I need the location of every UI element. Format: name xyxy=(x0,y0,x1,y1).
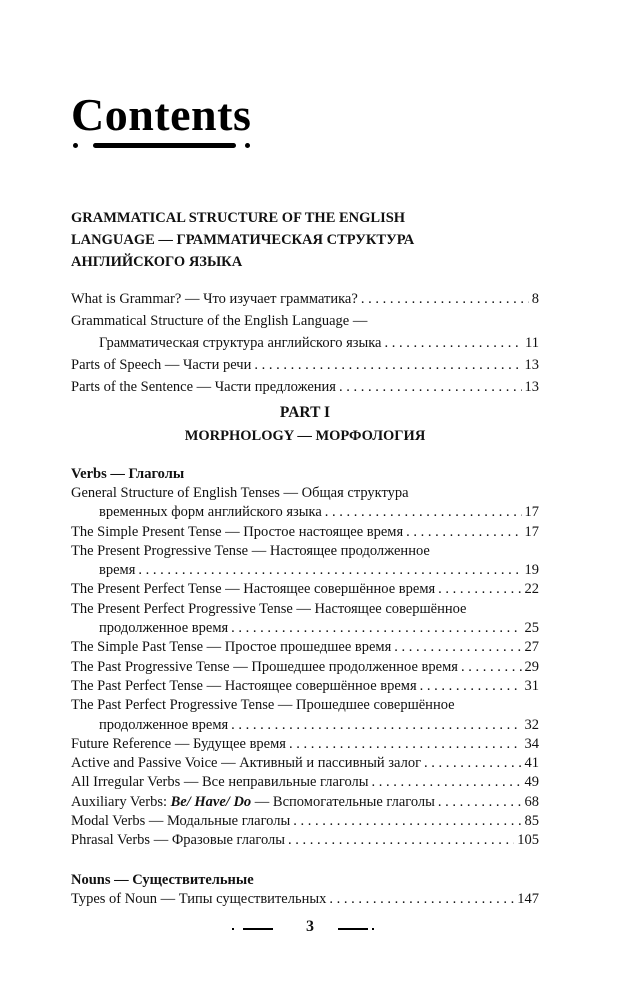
entry-title: Grammatical Structure of the English Language — xyxy=(71,313,368,329)
toc-entry[interactable] xyxy=(71,354,539,376)
entry-title: The Present Perfect Progressive Tense — Настоящее совершённое xyxy=(71,600,467,617)
page-ref: 29 xyxy=(524,658,539,675)
dot-leader xyxy=(461,658,522,677)
dot-leader xyxy=(254,354,521,376)
toc-entry[interactable] xyxy=(71,831,539,850)
toc-entry[interactable] xyxy=(71,310,539,354)
entry-title: The Present Progressive Tense — Настоящее продолженное xyxy=(71,542,430,559)
dot-leader xyxy=(384,332,522,354)
heading-line: АНГЛИЙСКОГО ЯЗЫКА xyxy=(71,254,243,270)
title-ornament-dot xyxy=(73,143,78,148)
dot-leader xyxy=(372,773,522,792)
toc-entry[interactable] xyxy=(71,376,539,398)
entry-title: Types of Noun — Типы существительных xyxy=(71,891,327,907)
entry-title: General Structure of English Tenses — Общая структура xyxy=(71,485,409,501)
intro-section xyxy=(71,207,539,398)
toc-list xyxy=(71,484,539,793)
entry-title: All Irregular Verbs — Все неправильные глаголы xyxy=(71,774,369,791)
verbs-section xyxy=(71,464,539,851)
entry-title: продолженное время xyxy=(99,716,229,733)
entry-title: Parts of Speech — Части речи xyxy=(71,357,252,373)
entry-title: Phrasal Verbs — Фразовые глаголы xyxy=(71,832,286,849)
toc-entry[interactable] xyxy=(71,812,539,831)
entry-title: The Past Progressive Tense — Прошедшее продолженное время xyxy=(71,658,458,675)
dot-leader xyxy=(420,677,522,696)
dot-leader xyxy=(329,890,514,909)
dot-leader xyxy=(288,831,514,850)
dot-leader xyxy=(325,503,522,522)
toc-entry[interactable] xyxy=(71,793,539,812)
page-ref: 41 xyxy=(524,755,539,772)
part-label: PART I xyxy=(279,404,331,421)
page-ref: 17 xyxy=(524,504,539,521)
toc-entry[interactable] xyxy=(71,754,539,773)
toc-list xyxy=(71,890,539,909)
page-ref: 27 xyxy=(524,639,539,656)
heading-line: GRAMMATICAL STRUCTURE OF THE ENGLISH xyxy=(71,210,406,226)
dot-leader xyxy=(361,288,529,310)
toc-entry[interactable] xyxy=(71,677,539,696)
toc-entry[interactable] xyxy=(71,288,539,310)
entry-title: Parts of the Sentence — Части предложения xyxy=(71,379,336,395)
page-ref: 49 xyxy=(524,774,539,791)
page-ref: 147 xyxy=(517,891,539,907)
entry-title: The Simple Present Tense — Простое настоящее время xyxy=(71,523,404,540)
page-ref: 25 xyxy=(524,620,539,637)
dot-leader xyxy=(406,523,521,542)
nouns-section xyxy=(71,870,539,909)
dot-leader xyxy=(289,735,522,754)
page-ref: 17 xyxy=(524,523,539,540)
entry-title: время xyxy=(99,562,136,579)
page-ref: 13 xyxy=(524,379,539,395)
page-ref: 31 xyxy=(524,677,539,694)
entry-title: What is Grammar? — Что изучает грамматика? xyxy=(71,291,358,307)
entry-title: The Present Perfect Tense — Настоящее совершённое время xyxy=(71,581,436,598)
page-ref: 8 xyxy=(531,291,539,307)
entry-title: The Past Perfect Tense — Настоящее совершённое время xyxy=(71,677,417,694)
entry-title: The Simple Past Tense — Простое прошедшее время xyxy=(71,639,392,656)
section-heading: Nouns — Существительные xyxy=(71,872,254,888)
footer-ornament-dot xyxy=(372,928,374,930)
dot-leader xyxy=(438,793,522,812)
title-ornament-dot xyxy=(245,143,250,148)
footer-ornament-dot xyxy=(232,928,234,930)
toc-entry[interactable] xyxy=(71,696,539,735)
toc-entry[interactable] xyxy=(71,773,539,792)
toc-list xyxy=(71,812,539,851)
page-ref: 32 xyxy=(524,716,539,733)
toc-entry[interactable] xyxy=(71,658,539,677)
entry-title: продолженное время xyxy=(99,620,229,637)
page-ref: 22 xyxy=(524,581,539,598)
entry-title: Modal Verbs — Модальные глаголы xyxy=(71,813,291,830)
page-ref: 34 xyxy=(524,735,539,752)
entry-title: Auxiliary Verbs: Be/ Have/ Do — Вспомогательные глаголы xyxy=(71,793,435,810)
toc-list xyxy=(71,288,539,398)
entry-title: The Past Perfect Progressive Tense — Прошедшее совершённое xyxy=(71,697,455,714)
part-subtitle: MORPHOLOGY — МОРФОЛОГИЯ xyxy=(184,428,426,444)
footer-ornament-line xyxy=(243,928,273,930)
toc-entry[interactable] xyxy=(71,890,539,909)
entry-title: Future Reference — Будущее время xyxy=(71,735,286,752)
entry-title: Грамматическая структура английского языка xyxy=(99,335,382,351)
dot-leader xyxy=(231,619,521,638)
page-ref: 85 xyxy=(524,813,539,830)
dot-leader xyxy=(293,812,521,831)
dot-leader xyxy=(231,716,521,735)
page-ref: 11 xyxy=(525,335,539,351)
heading-line: LANGUAGE — ГРАММАТИЧЕСКАЯ СТРУКТУРА xyxy=(71,232,415,248)
toc-entry[interactable] xyxy=(71,580,539,599)
entry-title: Active and Passive Voice — Активный и пассивный залог xyxy=(71,755,422,772)
toc-entry[interactable] xyxy=(71,735,539,754)
footer-ornament-line xyxy=(338,928,368,930)
dot-leader xyxy=(339,376,522,398)
dot-leader xyxy=(424,754,521,773)
page-title: Contents xyxy=(71,89,252,140)
title-underline xyxy=(93,143,236,148)
toc-entry[interactable] xyxy=(71,542,539,581)
entry-title: временных форм английского языка xyxy=(99,504,322,521)
toc-entry[interactable] xyxy=(71,523,539,542)
toc-entry[interactable] xyxy=(71,638,539,657)
toc-entry[interactable] xyxy=(71,484,539,523)
dot-leader xyxy=(438,580,521,599)
dot-leader xyxy=(394,638,521,657)
dot-leader xyxy=(138,561,521,580)
page-ref: 68 xyxy=(524,793,539,810)
part-heading xyxy=(71,402,539,448)
page-number: 3 xyxy=(306,918,314,935)
section-heading xyxy=(71,207,539,273)
section-heading: Verbs — Глаголы xyxy=(71,466,185,482)
toc-entry[interactable] xyxy=(71,600,539,639)
page-ref: 13 xyxy=(524,357,539,373)
page-ref: 105 xyxy=(517,832,539,849)
page-ref: 19 xyxy=(524,562,539,579)
